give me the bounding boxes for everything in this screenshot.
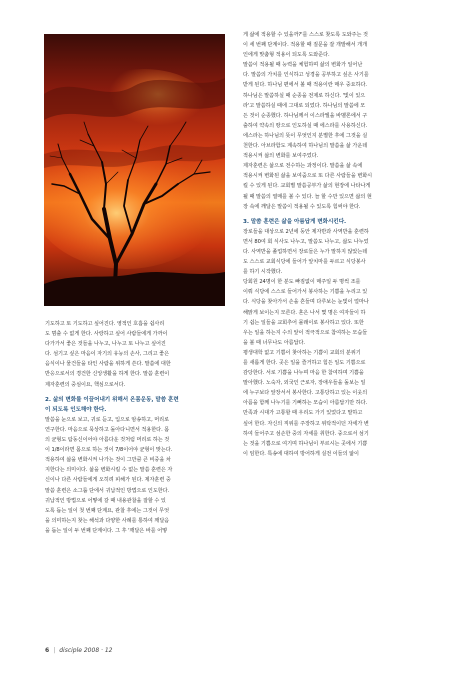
paragraph-line: 기 쉽는 일들을 교회추어 몰래이로 봉사하고 있다. 또한: [243, 319, 364, 326]
paragraph-line: 우는 일을 하는지 수의 앞이 적극적으로 참여하는 모습들: [243, 329, 368, 336]
section-heading: 3. 말씀 훈련은 삶을 아름답게 변화시킨다.: [243, 218, 347, 225]
magazine-issue: disciple 2008 · 12: [59, 647, 113, 654]
sunset-tree-image: [44, 34, 225, 306]
paragraph-line: 천한다. 아브라함도 계속하여 하나님의 말씀을 삶 가운데: [243, 143, 368, 150]
paragraph-line: 인에게 맞춤형 적용이 되도록 도와준다.: [243, 52, 330, 59]
page-footer: [45, 645, 113, 657]
paragraph-line: 이 세 번째 단계이다. 적용할 때 질문을 잘 개발해서 개개: [243, 42, 367, 49]
left-text-column: [45, 319, 225, 536]
paragraph-line: 든 것이 순종했다. 하나님께서 이스라엘을 바벨론에서 구: [243, 112, 368, 119]
paragraph-line: 반응으로서의 경건한 신앙생활을 하게 한다. 말씀 훈련이: [45, 371, 170, 378]
paragraph-line: 싶어 한다. 자신의 직위를 주장하고 위탁적이던 자세가 변: [243, 420, 369, 427]
paragraph-line: 해맑게 보이는지 모른다. 혼은 나서 몇 명은 여자들이 하: [243, 309, 366, 316]
paragraph-line: 도록 돕는 일이 첫 번째 단계요, 관찰 후에는 그것이 무엇: [45, 507, 169, 514]
paragraph-line: 신이나 다른 사람들에게 오히려 피해가 된다. 제자훈련 중: [45, 477, 171, 484]
paragraph-line: 를 새롭게 한다. 곳은 일을 즐거하고 힘든 일도 기쁨으로: [243, 360, 366, 366]
sunset-tree-photo: [44, 34, 225, 306]
paragraph-line: 출하여 약속의 땅으로 인도하실 때 에스라를 사용하신다.: [243, 122, 368, 129]
paragraph-line: 을 돕는 일이 두 번째 단계이다. 그 후 '깨달은 바를 어떻: [45, 527, 168, 534]
paragraph-line: 말아했다. 노숙자, 외국인 근로자, 장애우들을 돌보는 일: [243, 380, 366, 387]
paragraph-line: 을 의미하는지 찾는 해석과 다양한 사례를 통하여 깨달음: [45, 517, 170, 524]
paragraph-line: 말씀이 적용될 때 능력을 체험하며 삶의 변화가 일어난: [243, 62, 363, 69]
paragraph-line: 라'고 말씀하실 때에 그대로 되었다. 하나님의 말씀에 모: [243, 102, 366, 109]
paragraph-line: 아픔을 함께 나누기를 기뻐하는 모습이 아름답기만 하다.: [243, 400, 368, 407]
paragraph-line: 받게 된다. 하나님 편에서 볼 때 적용이란 매우 중요하다.: [243, 82, 367, 89]
paragraph-line: 다. 섬기고 싶은 마음이 자기의 유능의 손사, 그리고 좋은: [45, 351, 169, 358]
paragraph-line: 에스라는 하나님의 뜻이 무엇인지 분별한 후에 그것을 실: [243, 132, 368, 139]
paragraph-line: 연구한다. 마음으로 묵상하고 돌아다니면서 적용한다. 몸: [45, 426, 170, 433]
paragraph-line: 제자훈련의 중심이요, 핵심으로서다.: [45, 381, 126, 388]
page-number: 6: [45, 647, 50, 654]
section-heading: 이 되도록 인도해야 한다.: [45, 406, 107, 413]
paragraph-line: 도 스스로 교회식당에 들어가 앞치마를 두르고 식당봉사: [243, 259, 366, 266]
paragraph-line: 장로들을 대상으로 2년에 동안 제자반과 사역반을 훈련하: [243, 228, 369, 235]
paragraph-line: 음식이나 물건들을 타인 사람을 위하게 쓴다. 말씀에 대한: [45, 361, 171, 368]
paragraph-line: 적용하여 삶을 변화시켜 나가는 것이 그만큼 큰 비중을 차: [45, 457, 171, 464]
paragraph-line: 당회원 24명이 한 분도 빠짐없이 매주일 두 명씩 조를: [243, 279, 361, 286]
paragraph-line: 감당한다. 서로 기쁨을 나누며 마음 한 참여하며 기쁨을: [243, 370, 364, 377]
paragraph-line: 평생대학 없고 기쁨이 찾아하는 기쁨이 교회의 분위기: [243, 349, 361, 356]
paragraph-line: 하여 들어주고 섬손한 중의 자세를 취한다. 중으로서 섬기: [243, 430, 369, 437]
paragraph-line: 에 누구보다 앞장서서 봉사한다. 고통당하고 있는 이웃의: [243, 390, 368, 397]
paragraph-line: 하나님은 말씀하실 때 순종을 전제로 하신다. '빛이 있으: [243, 92, 366, 99]
paragraph-line: 는 것을 기쁨으로 여기며 하나님이 부르시는 곳에서 기쁨: [243, 440, 368, 447]
paragraph-line: 을 볼 때 너무나도 아름답다.: [243, 339, 305, 346]
paragraph-line: 장 속에 깨달은 말씀이 적용될 수 있도록 힘써야 한다.: [243, 203, 361, 210]
paragraph-line: 의 균형도 탐동신이어야 아름다운 것처럼 머리로 하는 것: [45, 437, 170, 444]
right-text-column: [243, 30, 423, 459]
paragraph-line: 이 임한다. 특송에 대하여 방어하게 실전 이들의 앎이: [243, 450, 359, 457]
paragraph-line: 될 때 말씀의 열매를 볼 수 있다. 늘 할 수만 있으면 삶의 현: [243, 193, 372, 200]
paragraph-line: 말씀을 눈으로 보고, 귀로 듣고, 입으로 암송하고, 머리로: [45, 416, 169, 423]
section-heading: 2. 삶의 변화를 이끌어내기 위해서 온몸운동, 말씀 훈련: [45, 396, 179, 403]
paragraph-line: 만족과 시대가 고통할 때 우리도 가기 있었다고 말하고: [243, 410, 363, 417]
paragraph-line: 다. 식당을 찾아가서 손을 흔들며 다루보는 눈빛이 얼마나: [243, 299, 369, 306]
paragraph-line: 이 1/8이라면 몸으로 하는 것이 7/8이어야 균형이 맞는다.: [45, 447, 173, 454]
paragraph-line: 를 하기 시작했다.: [243, 269, 283, 276]
paragraph-line: 다. 사역반을 졸업하면서 장로들은 누가 말하지 않았는데: [243, 248, 368, 255]
paragraph-line: 킬 수 있게 된다. 교회별 말씀공부가 삶의 현장에 나타나게: [243, 183, 371, 190]
paragraph-line: 적용시켜 변화된 삶을 보여줌으로 또 다른 사람들을 변화시: [243, 173, 373, 180]
paragraph-line: 지한다는 의미이다. 삶을 변화시킬 수 없는 말씀 훈련은 자: [45, 467, 173, 474]
paragraph-line: 면서 80여 회 식사도 나누고, 말씀도 나누고, 삶도 나누었: [243, 238, 369, 245]
paragraph-line: 다가가서 좋은 것들을 나누고, 나누고 또 나누고 싶어진: [45, 341, 166, 348]
paragraph-line: 적용시켜 삶의 변화를 보여주었다.: [243, 153, 319, 160]
paragraph-line: 게 삶에 적용할 수 있을까?'를 스스로 찾도록 도와주는 것: [243, 32, 368, 38]
footer-separator: |: [53, 647, 56, 654]
paragraph-line: 말씀 훈련은 소그룹 단에서 귀납적인 방법으로 인도한다.: [45, 487, 170, 494]
paragraph-line: 제자훈련은 삶으로 전수하는 과정이다. 말씀을 삶 속에: [243, 163, 363, 170]
paragraph-line: 귀납적인 방법으로 어떻에 갈 때 내용관찰을 잘할 수 있: [45, 497, 166, 504]
paragraph-line: 이뤄 식당에 스스로 들어가서 봉사하는 기쁨을 누리고 있: [243, 289, 368, 296]
paragraph-line: 도 멈출 수 없게 한다. 사랑하고 싶어 사람들에게 가까이: [45, 331, 168, 338]
paragraph-line: 기도하고 또 기도하고 싶어진다. 영적인 호흡을 쉽사리: [45, 321, 165, 327]
paragraph-line: 다. 말씀의 가치를 인식하고 성경을 공부하고 싶은 사기를: [243, 72, 369, 79]
